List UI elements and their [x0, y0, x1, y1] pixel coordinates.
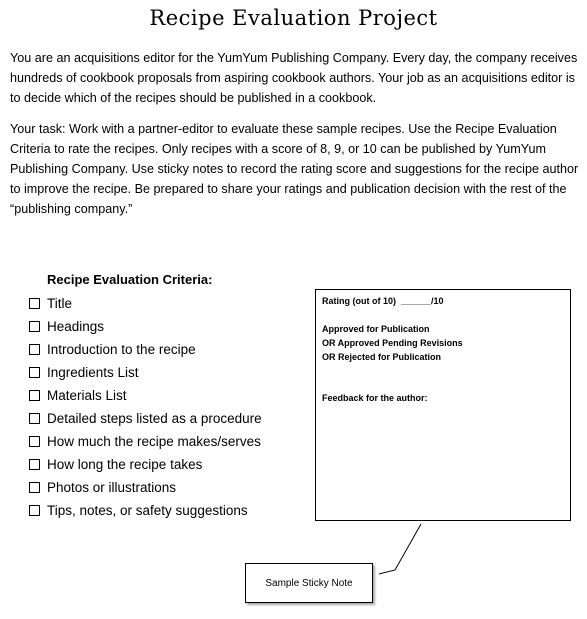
- criteria-label: Title: [47, 296, 73, 311]
- rejected-line: OR Rejected for Publication: [322, 352, 442, 362]
- sample-sticky-note: [315, 289, 571, 521]
- checkbox-icon[interactable]: [29, 413, 40, 424]
- criteria-item: [29, 292, 262, 315]
- criteria-checklist: [29, 292, 262, 522]
- checkbox-icon[interactable]: [29, 367, 40, 378]
- criteria-item: [29, 499, 262, 522]
- page-title: Recipe Evaluation Project: [149, 6, 438, 30]
- checkbox-icon[interactable]: [29, 298, 40, 309]
- criteria-label: Introduction to the recipe: [47, 342, 196, 357]
- checkbox-icon[interactable]: [29, 344, 40, 355]
- checkbox-icon[interactable]: [29, 321, 40, 332]
- checkbox-icon[interactable]: [29, 505, 40, 516]
- criteria-heading: Recipe Evaluation Criteria:: [47, 272, 213, 287]
- criteria-item: [29, 361, 262, 384]
- connector-line: [375, 522, 425, 578]
- criteria-item: [29, 338, 262, 361]
- criteria-label: How long the recipe takes: [47, 457, 203, 472]
- pending-line: OR Approved Pending Revisions: [322, 338, 463, 348]
- criteria-item: [29, 384, 262, 407]
- criteria-label: Detailed steps listed as a procedure: [47, 411, 262, 426]
- criteria-item: [29, 315, 262, 338]
- checkbox-icon[interactable]: [29, 459, 40, 470]
- criteria-label: Headings: [47, 319, 105, 334]
- feedback-line: Feedback for the author:: [322, 393, 428, 403]
- criteria-item: [29, 476, 262, 499]
- criteria-label: How much the recipe makes/serves: [47, 434, 261, 449]
- criteria-label: Ingredients List: [47, 365, 139, 380]
- criteria-label: Materials List: [47, 388, 127, 403]
- intro-paragraph: You are an acquisitions editor for the YumYum Publishing Company. Every day, the company receives hundreds of cookbook proposals from aspiring cookbook authors. Your job as an acquisitions editor is to decide which of the recipes should be published in a cookbook.: [10, 51, 578, 105]
- criteria-item: [29, 407, 262, 430]
- rating-line: Rating (out of 10) ______/10: [322, 296, 444, 306]
- checkbox-icon[interactable]: [29, 482, 40, 493]
- criteria-item: [29, 453, 262, 476]
- criteria-label: Tips, notes, or safety suggestions: [47, 503, 248, 518]
- sample-sticky-note-label: Sample Sticky Note: [245, 563, 373, 603]
- task-paragraph: Your task: Work with a partner-editor to evaluate these sample recipes. Use the Recipe Evaluation Criteria to rate the recipes. Only recipes with a score of 8, 9, or 10 can be published by YumYum Publishing Company. Use sticky notes to record the rating score and suggestions for the recipe author to improve the recipe. Be prepared to share your ratings and publication decision with the rest of the “publishing company.”: [10, 122, 579, 216]
- criteria-label: Photos or illustrations: [47, 480, 177, 495]
- checkbox-icon[interactable]: [29, 436, 40, 447]
- approved-line: Approved for Publication: [322, 324, 430, 334]
- criteria-item: [29, 430, 262, 453]
- checkbox-icon[interactable]: [29, 390, 40, 401]
